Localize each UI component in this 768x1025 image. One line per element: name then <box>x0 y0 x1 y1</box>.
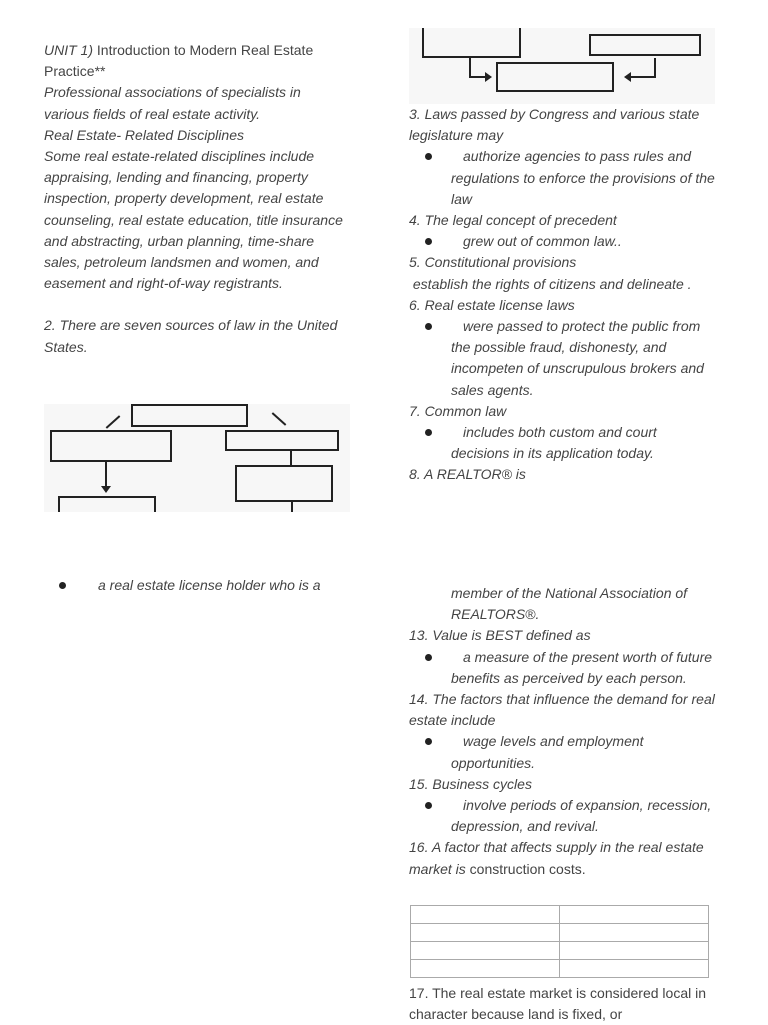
list-item: authorize agencies to pass rules and regulations to enforce the provisions of the law <box>409 146 715 210</box>
bullet-dot <box>59 582 66 589</box>
disciplines-heading: Real Estate- Related Disciplines <box>44 126 244 143</box>
question-8-continued: member of the National Association of REALTORS®. <box>451 585 688 623</box>
disciplines-body: Some real estate-related disciplines include appraising, lending and financing, property inspection, property development, real estate counseling, real estate education, title insurance and abstracting, urban planning, time-share sales, petroleum landsmen and women, and easement and right-of-way registrants. <box>44 148 343 292</box>
table-cell <box>411 924 560 942</box>
diagram-arrow-left-head <box>624 72 631 82</box>
left-bottom-bullet <box>54 575 354 596</box>
diagram-arrow-down-line <box>105 462 107 488</box>
bullet-dot <box>425 654 432 661</box>
diagram-box-left <box>50 430 172 462</box>
right-column-upper <box>409 104 715 486</box>
question-5-answer: establish the rights of citizens and delineate . <box>409 275 692 292</box>
diagram-box-bottom-left <box>58 496 156 512</box>
bullet-dot <box>425 802 432 809</box>
list-item: grew out of common law.. <box>409 231 715 252</box>
list-item: a measure of the present worth of future benefits as perceived by each person. <box>409 647 715 689</box>
question-3: 3. Laws passed by Congress and various state legislature may <box>409 106 700 144</box>
question-6: 6. Real estate license laws <box>409 296 575 313</box>
table-cell <box>560 924 709 942</box>
list-item: includes both custom and court decisions in its application today. <box>409 422 715 464</box>
question-5: 5. Constitutional provisions <box>409 254 577 271</box>
table-cell <box>411 906 560 924</box>
unit-number: UNIT 1) <box>44 42 93 58</box>
diagram-arrow-right-head <box>485 72 492 82</box>
bullet-dot <box>425 153 432 160</box>
diagram-box-right <box>225 430 339 451</box>
diagram-elbow-right-vertical <box>654 58 656 78</box>
diagram-elbow-left-vertical <box>469 58 471 78</box>
question-17-block <box>409 983 715 1025</box>
list-item: a real estate license holder who is a <box>54 575 354 596</box>
list-item: were passed to protect the public from the possible fraud, dishonesty, and incompeten of unscrupulous brokers and sales agents. <box>409 316 715 401</box>
question-2: 2. There are seven sources of law in the United States. <box>44 317 338 355</box>
unit-title: Introduction to Modern Real Estate Practice** <box>44 42 314 80</box>
table-cell <box>411 960 560 978</box>
question-14: 14. The factors that influence the demand for real estate include <box>409 691 715 729</box>
top-right-diagram <box>409 28 715 104</box>
table-row <box>411 906 709 924</box>
question-8: 8. A REALTOR® is <box>409 466 526 483</box>
diagram-box-center <box>496 62 614 92</box>
diagram-bottom-stub <box>291 502 293 512</box>
table-cell <box>560 960 709 978</box>
diagram-connector-left <box>106 415 121 429</box>
unit-heading <box>44 40 344 82</box>
question-15: 15. Business cycles <box>409 775 532 792</box>
bullet-dot <box>425 323 432 330</box>
empty-table <box>410 905 709 978</box>
diagram-box-top <box>131 404 248 427</box>
table-row <box>411 924 709 942</box>
bullet-dot <box>425 738 432 745</box>
diagram-arrow-down-head <box>101 486 111 493</box>
table-cell <box>411 942 560 960</box>
list-item: wage levels and employment opportunities. <box>409 731 715 773</box>
question-16: 16. A factor that affects supply in the real estate market is construction costs. <box>409 839 704 877</box>
diagram-box-upper-right <box>589 34 701 56</box>
list-item: involve periods of expansion, recession, depression, and revival. <box>409 795 715 837</box>
table-cell <box>560 942 709 960</box>
table-cell <box>560 906 709 924</box>
question-4: 4. The legal concept of precedent <box>409 212 617 229</box>
associations-line: Professional associations of specialists in various fields of real estate activity. <box>44 84 301 122</box>
left-column-text <box>44 40 344 358</box>
right-column-lower <box>409 583 715 880</box>
bullet-dot <box>425 238 432 245</box>
question-17: 17. The real estate market is considered local in character because land is fixed, or <box>409 985 707 1023</box>
diagram-elbow-right-horizontal <box>631 76 656 78</box>
question-7: 7. Common law <box>409 402 507 419</box>
diagram-connector-right <box>272 412 287 426</box>
table-row <box>411 942 709 960</box>
question-13: 13. Value is BEST defined as <box>409 627 591 644</box>
table-row <box>411 960 709 978</box>
diagram-box-right-lower <box>235 465 333 502</box>
diagram-box-upper-left <box>422 28 521 58</box>
bullet-dot <box>425 429 432 436</box>
sources-of-law-diagram <box>44 404 350 512</box>
